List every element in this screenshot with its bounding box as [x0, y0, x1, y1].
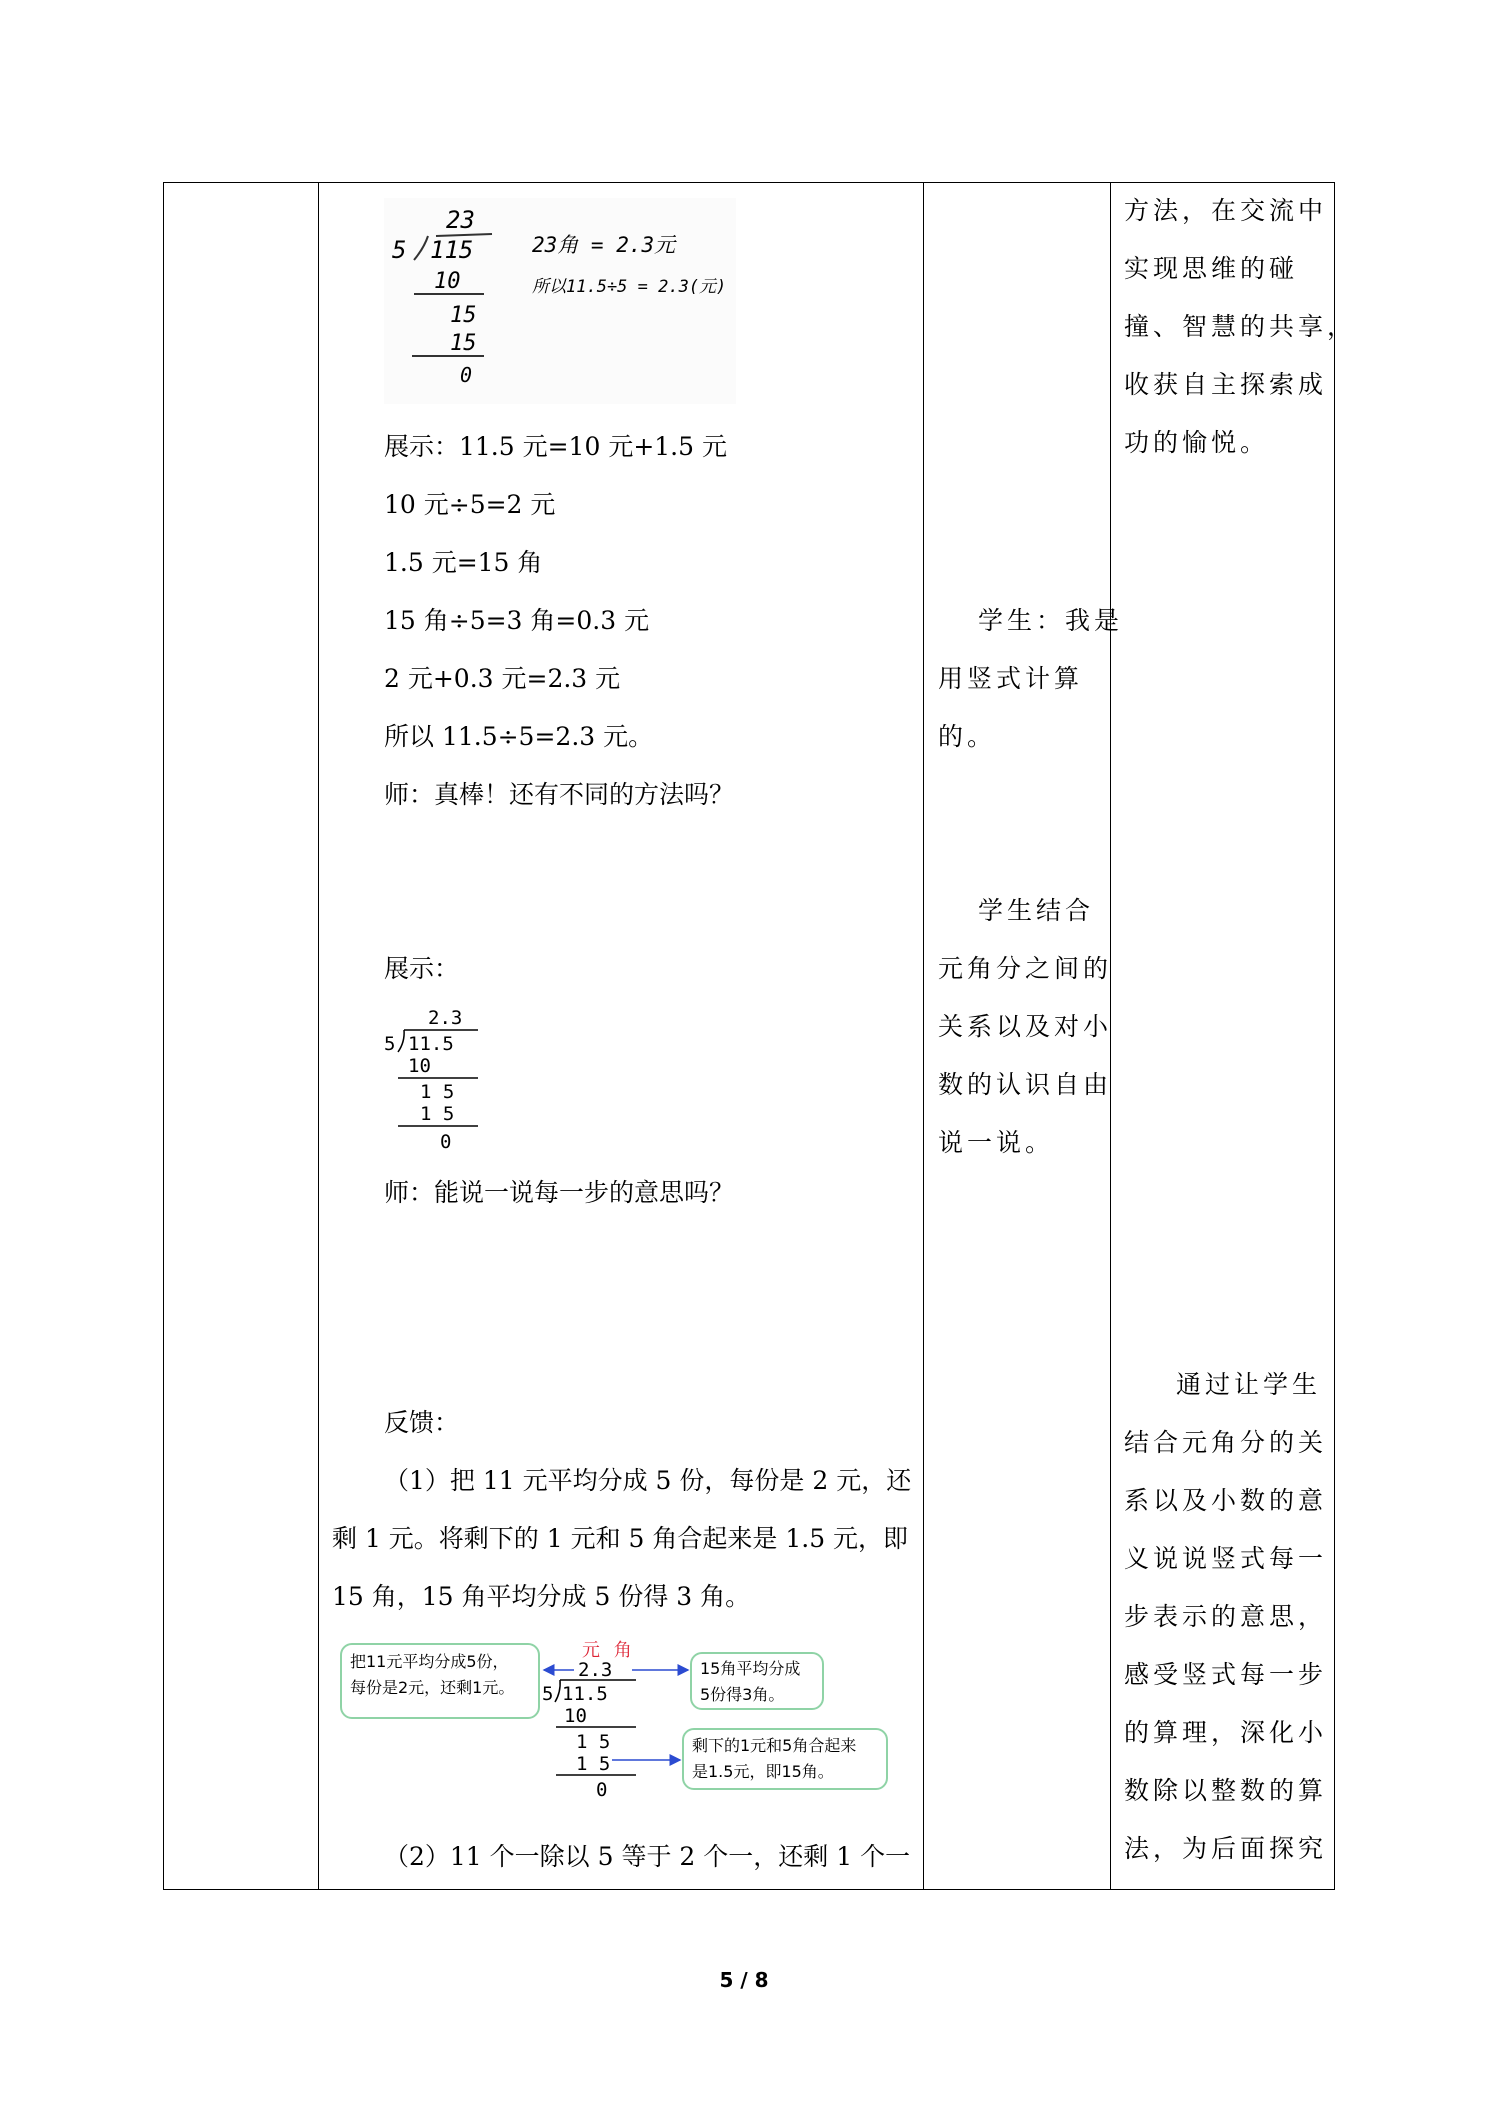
scan-note-2: 所以11.5÷5 = 2.3(元): [532, 277, 727, 297]
student-note: 用竖式计算: [938, 664, 1084, 693]
note-bubble-right-bottom: [682, 1728, 888, 1790]
note-bubble-right-top: [690, 1652, 824, 1710]
handwritten-calculation-image: [384, 198, 736, 404]
design-note: 步表示的意思，: [1124, 1602, 1328, 1631]
feedback-label: 反馈：: [384, 1408, 460, 1437]
design-note: 实现思维的碰: [1124, 254, 1299, 283]
design-note: 数除以整数的算: [1124, 1776, 1328, 1805]
diagram-dividend: 11.5: [562, 1683, 608, 1705]
note-line: 15角平均分成: [700, 1659, 801, 1678]
diagram-quotient: 2.3: [578, 1659, 613, 1681]
design-note: 收获自主探索成: [1124, 370, 1328, 399]
feedback-line: 15 角，15 角平均分成 5 份得 3 角。: [332, 1582, 751, 1611]
teacher-question: 师：真棒！还有不同的方法吗？: [384, 780, 735, 809]
long-division-graphic: [378, 1004, 498, 1154]
design-note: 的算理，深化小: [1124, 1718, 1328, 1747]
student-note: 数的认识自由: [938, 1070, 1113, 1099]
note-line: 是1.5元，即15角。: [692, 1762, 834, 1781]
division-rem2: 0: [440, 1131, 452, 1153]
design-note: 义说说竖式每一: [1124, 1544, 1328, 1573]
division-bracket: [398, 1030, 404, 1052]
text-line: 10 元÷5=2 元: [384, 490, 556, 519]
annotated-division-graphic: [540, 1656, 700, 1806]
division-sub1: 10: [408, 1055, 431, 1077]
diagram-rem2: 0: [596, 1779, 608, 1801]
feedback-line: 剩 1 元。将剩下的 1 元和 5 角合起来是 1.5 元，即: [332, 1524, 909, 1553]
diagram-rem1: 1 5: [576, 1731, 611, 1753]
show-label: 展示：: [384, 954, 460, 983]
text-line: 1.5 元=15 角: [384, 548, 543, 577]
design-note: 感受竖式每一步: [1124, 1660, 1328, 1689]
division-dividend: 11.5: [408, 1033, 454, 1055]
division-rem1: 1 5: [420, 1081, 455, 1103]
column-divider: [318, 183, 319, 1889]
diagram-bracket: [555, 1680, 560, 1702]
note-line: 把11元平均分成5份，: [350, 1652, 509, 1671]
design-note: 系以及小数的意: [1124, 1486, 1328, 1515]
diagram-sub1: 10: [564, 1705, 587, 1727]
division-quotient: 2.3: [428, 1007, 463, 1029]
scan-quotient: 23: [446, 206, 475, 234]
unit-header: 元 角: [582, 1640, 636, 1661]
handwritten-division-graphic: [384, 198, 736, 404]
page-number: 5 / 8: [719, 1968, 769, 1992]
feedback-line: （2）11 个一除以 5 等于 2 个一，还剩 1 个一: [384, 1842, 911, 1871]
design-note: 结合元角分的关: [1124, 1428, 1328, 1457]
scan-rem2: 0: [460, 363, 473, 387]
student-note: 关系以及对小: [938, 1012, 1113, 1041]
scan-divisor: 5: [392, 236, 407, 264]
feedback-line: （1）把 11 元平均分成 5 份，每份是 2 元，还: [384, 1466, 912, 1495]
design-note: 通过让学生: [1176, 1370, 1322, 1399]
note-line: 每份是2元，还剩1元。: [350, 1678, 515, 1697]
division-divisor: 5: [384, 1033, 396, 1055]
diagram-sub2: 1 5: [576, 1753, 611, 1775]
division-sub2: 1 5: [420, 1103, 455, 1125]
student-note: 元角分之间的: [938, 954, 1113, 983]
design-note: 撞、智慧的共享，: [1124, 312, 1357, 341]
student-note: 学生：我是: [978, 606, 1124, 635]
student-note: 学生结合: [978, 896, 1095, 925]
scan-dividend: 115: [430, 236, 474, 264]
note-line: 剩下的1元和5角合起来: [692, 1736, 857, 1755]
scan-rem1: 15: [450, 303, 477, 328]
column-divider: [923, 183, 924, 1889]
text-line: 15 角÷5=3 角=0.3 元: [384, 606, 650, 635]
teacher-question: 师：能说一说每一步的意思吗？: [384, 1178, 735, 1207]
student-note: 说一说。: [938, 1128, 1055, 1157]
scan-sub1: 10: [434, 269, 461, 294]
note-line: 5份得3角。: [700, 1685, 785, 1704]
note-bubble-left: [340, 1643, 540, 1719]
text-line: 展示：11.5 元=10 元+1.5 元: [384, 432, 727, 461]
scan-note-1: 23角 = 2.3元: [532, 233, 676, 257]
text-line: 所以 11.5÷5=2.3 元。: [384, 722, 654, 751]
scan-bracket: [414, 236, 428, 260]
diagram-divisor: 5: [542, 1683, 554, 1705]
design-note: 法，为后面探究: [1124, 1834, 1328, 1863]
scan-sub2: 15: [450, 331, 477, 356]
text-line: 2 元+0.3 元=2.3 元: [384, 664, 621, 693]
student-note: 的。: [938, 722, 997, 751]
design-note: 功的愉悦。: [1124, 428, 1270, 457]
design-note: 方法，在交流中: [1124, 196, 1328, 225]
